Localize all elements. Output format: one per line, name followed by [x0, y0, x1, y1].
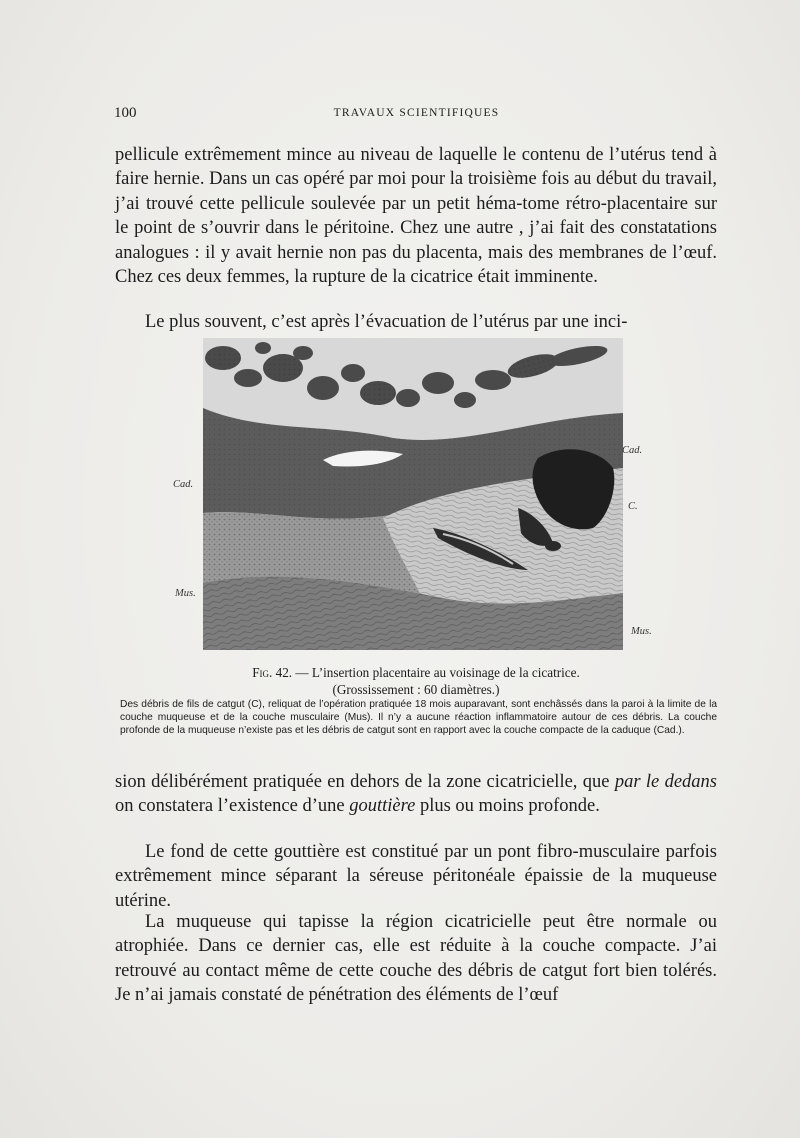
para-a-text-1: sion délibérément pratiquée en dehors de la zone cicatricielle, que	[115, 772, 615, 792]
label-c: C.	[628, 501, 638, 512]
caption-magnification: (Grossissement : 60 diamètres.)	[332, 682, 500, 697]
histology-micrograph	[203, 338, 623, 650]
caption-label: Fig. 42.	[252, 665, 293, 680]
paragraph-pont-fibro: Le fond de cette gouttière est constitué par un pont fibro-musculaire parfois extrêmement mince séparant la séreuse péritonéale épaissie de la muqueuse utérine.	[115, 842, 717, 911]
figure-caption	[115, 664, 717, 698]
label-cad-left: Cad.	[173, 479, 194, 490]
para-a-text-3: plus ou moins profonde.	[415, 796, 600, 817]
paragraph-gouttiere	[115, 770, 717, 819]
caption-line-1	[115, 664, 717, 681]
label-cad-right: Cad.	[622, 445, 643, 456]
para-a-em-1: par le dedans	[614, 772, 717, 792]
paragraph-evacuation-start: Le plus souvent, c’est après l’évacuation de l’utérus par une inci-	[145, 312, 628, 332]
paragraph-hernie: pellicule extrêmement mince au niveau de laquelle le contenu de l’utérus tend à faire hernie. Dans un cas opéré par moi pour la troisième fois au début du travail, j’ai trouvé cette pellicule soulevée par un petit héma-tome rétro-placentaire sur le point de s’ouvrir dans le péritoine. Chez une autre , j’ai fait des constatations analogues : il y avait hernie non pas du placenta, mais des membranes de l’œuf. Chez ces deux femmes, la rupture de la cicatrice était imminente.	[115, 145, 717, 288]
page-number: 100	[114, 105, 137, 121]
paragraph-muqueuse: La muqueuse qui tapisse la région cicatricielle peut être normale ou atrophiée. Dans ce dernier cas, elle est réduite à la couche compacte. J’ai retrouvé au contact même de cette couche des débris de catgut fort bien tolérés. Je n’ai jamais constaté de pénétration des éléments de l’œuf	[115, 912, 717, 1006]
figure-42-plate	[173, 338, 652, 650]
label-mus-right: Mus.	[631, 626, 652, 637]
figure-notes: Des débris de fils de catgut (C), reliquat de l’opération pratiquée 18 mois auparavant, sont enchâssés dans la paroi à la limite de la couche muqueuse et de la couche musculaire (Mus). Il n’y a aucune réaction inflammatoire autour de ces débris. La couche profonde de la muqueuse n’existe pas et les débris de catgut sont en rapport avec la couche compacte de la caduque (Cad.).	[120, 699, 717, 736]
para-a-text-2: on constatera l’existence d’une	[115, 796, 350, 817]
para-a-em-2: gouttière	[349, 796, 416, 817]
caption-title: — L’insertion placentaire au voisinage de la cicatrice.	[292, 665, 580, 680]
label-mus-left: Mus.	[175, 588, 196, 599]
running-title: TRAVAUX SCIENTIFIQUES	[333, 107, 500, 119]
running-header	[114, 105, 719, 125]
